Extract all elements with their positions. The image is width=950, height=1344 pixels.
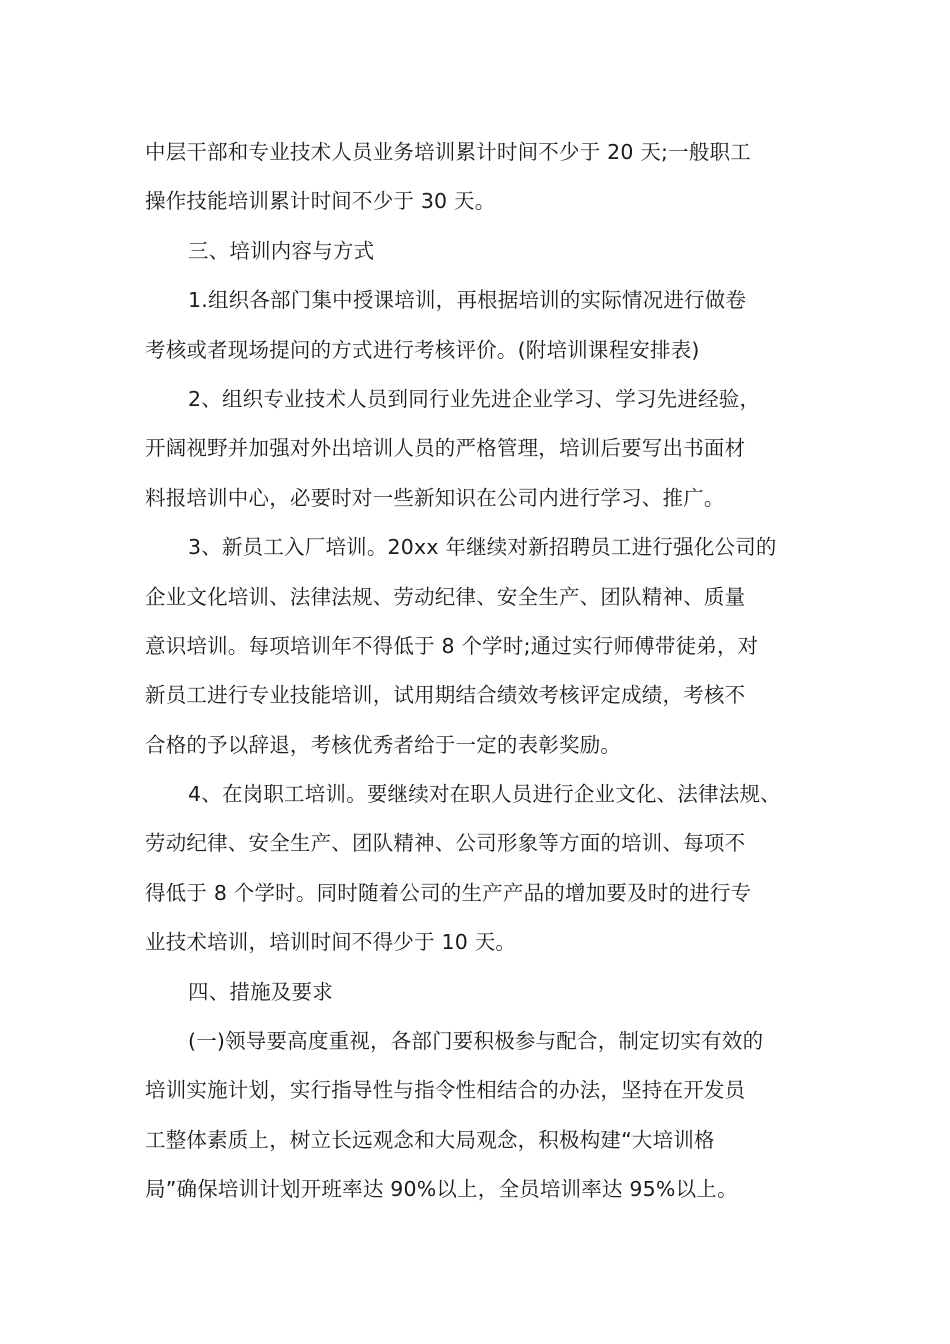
- text-line: 1.组织各部门集中授课培训，再根据培训的实际情况进行做卷: [188, 288, 747, 313]
- text-line: (一)领导要高度重视，各部门要积极参与配合，制定切实有效的: [188, 1029, 764, 1054]
- text-line: 中层干部和专业技术人员业务培训累计时间不少于 20 天;一般职工: [145, 140, 751, 164]
- text-line: 培训实施计划，实行指导性与指令性相结合的办法，坚持在开发员: [145, 1078, 746, 1103]
- text-line: 4、在岗职工培训。要继续对在职人员进行企业文化、法律法规、: [188, 782, 781, 807]
- text-line: 得低于 8 个学时。同时随着公司的生产产品的增加要及时的进行专: [145, 880, 752, 905]
- text-line: 新员工进行专业技能培训，试用期结合绩效考核评定成绩，考核不: [145, 683, 746, 708]
- text-line: 意识培训。每项培训年不得低于 8 个学时;通过实行师傅带徒弟，对: [145, 633, 759, 658]
- text-line: 操作技能培训累计时间不少于 30 天。: [145, 189, 496, 214]
- document-body: [145, 128, 813, 1215]
- text-line: 3、新员工入厂培训。20xx 年继续对新招聘员工进行强化公司的: [188, 535, 777, 560]
- text-line: 业技术培训，培训时间不得少于 10 天。: [145, 930, 517, 955]
- section-heading: 三、培训内容与方式: [188, 238, 375, 263]
- text-line: 工整体素质上，树立长远观念和大局观念，积极构建“大培训格: [145, 1127, 715, 1152]
- text-line: 料报培训中心，必要时对一些新知识在公司内进行学习、推广。: [145, 485, 725, 510]
- text-line: 企业文化培训、法律法规、劳动纪律、安全生产、团队精神、质量: [145, 584, 746, 609]
- text-line: 合格的予以辞退，考核优秀者给于一定的表彰奖励。: [145, 732, 622, 757]
- text-line: 考核或者现场提问的方式进行考核评价。(附培训课程安排表): [145, 337, 700, 362]
- text-line: 劳动纪律、安全生产、团队精神、公司形象等方面的培训、每项不: [145, 831, 746, 856]
- section-heading: 四、措施及要求: [188, 979, 333, 1004]
- text-line: 2、组织专业技术人员到同行业先进企业学习、学习先进经验，: [188, 386, 761, 411]
- text-line: 局”确保培训计划开班率达 90%以上，全员培训率达 95%以上。: [145, 1177, 738, 1202]
- text-line: 开阔视野并加强对外出培训人员的严格管理，培训后要写出书面材: [145, 436, 746, 461]
